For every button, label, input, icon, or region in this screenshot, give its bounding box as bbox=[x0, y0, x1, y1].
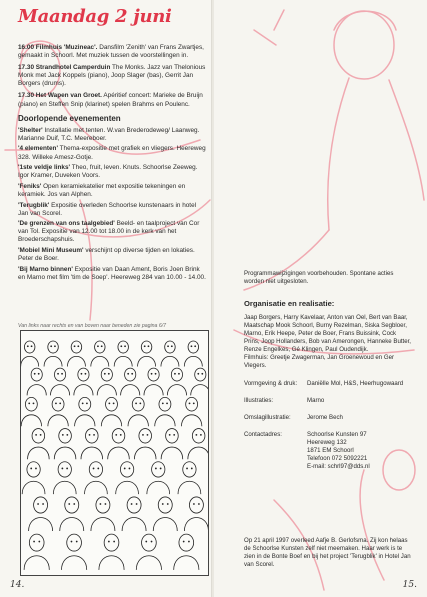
crowd-figure bbox=[50, 368, 69, 395]
event-desc: Theo, fruit, leven. Knuts. Schoorlse Zeeweg. Igor Kramer, Duveken Voors. bbox=[18, 164, 198, 180]
organisation-block bbox=[244, 300, 412, 471]
filmhuis-credit: Filmhuis: Greetje Zwagerman, Jan Groenewoud en Ger Vlegers. bbox=[244, 354, 395, 369]
credit-value: Marno bbox=[307, 397, 325, 404]
crowd-figure bbox=[136, 534, 161, 570]
illustration-caption: Van links naar rechts en van boven naar beneden zie pagina 6/7 bbox=[18, 323, 167, 329]
event-name: 'Shelter' bbox=[18, 126, 43, 134]
event-item bbox=[18, 220, 208, 244]
credit-key: Contactadres: bbox=[244, 431, 282, 438]
crowd-illustration bbox=[20, 330, 209, 576]
crowd-figure bbox=[91, 497, 115, 531]
credit-key: Omslagillustratie: bbox=[244, 414, 291, 421]
credit-key: Vormgeving & druk: bbox=[244, 380, 298, 387]
crowd-figure bbox=[85, 462, 108, 494]
program-place: Het Wapen van Groet. bbox=[35, 92, 102, 100]
credit-value: Jerome Bech bbox=[307, 414, 343, 421]
credit-row bbox=[244, 414, 412, 422]
notice bbox=[244, 270, 412, 286]
crowd-figure bbox=[167, 368, 186, 395]
crowd-figure bbox=[128, 397, 148, 426]
crowd-figure bbox=[101, 397, 121, 426]
crowd-figure bbox=[60, 497, 84, 531]
crowd-figure bbox=[99, 534, 124, 570]
crowd-figure bbox=[155, 397, 175, 426]
crowd-figure bbox=[138, 341, 156, 367]
crowd-figure bbox=[62, 534, 87, 570]
event-item bbox=[18, 164, 208, 180]
crowd-figure bbox=[97, 368, 116, 395]
crowd-figure bbox=[188, 429, 208, 460]
crowd-figure bbox=[153, 497, 177, 531]
crowd-figure bbox=[174, 534, 199, 570]
event-desc: Expositie overleden Schoorlse kunstenaars in hotel Jan van Scorel. bbox=[18, 201, 197, 217]
credit-key: Illustraties: bbox=[244, 397, 274, 404]
event-name: '1ste veldje links' bbox=[18, 164, 71, 172]
crowd-drawing bbox=[21, 331, 208, 575]
crowd-figure bbox=[178, 462, 201, 494]
event-desc: Installatie met tenten. W.van Brederodeweg/ Laanweg. Marianne Duif, T.C. Meereboer. bbox=[18, 126, 200, 142]
crowd-figure bbox=[181, 397, 201, 426]
crowd-figure bbox=[44, 341, 62, 367]
program-desc: Apéritief concert: Marieke de Bruijn (piano) en Steffen Snip (klarinet) spelen Brahms en Poulenc. bbox=[18, 92, 203, 108]
event-desc: Beeld- en taalproject van Cor van Tol. Expositie van 12.00 tot 18.00 in de kerk van het Broederschapshuis. bbox=[18, 220, 200, 244]
crowd-figure bbox=[121, 368, 140, 395]
credits-list bbox=[244, 380, 412, 471]
organisation-heading: Organisatie en realisatie: bbox=[244, 299, 335, 308]
crowd-figure bbox=[29, 497, 53, 531]
crowd-figure bbox=[91, 341, 109, 367]
page-number-right: 15. bbox=[402, 580, 417, 590]
program-desc: Dansfilm 'Zenith' van Frans Zwartjes, gemaakt in Schoorl. Met muziek tussen de voorstellingen in. bbox=[18, 44, 204, 60]
credit-row bbox=[244, 431, 412, 471]
event-desc: Expositie van Daan Ament, Boris Joen Brink en Marno met film 'tim de Soep'. Heereweg 284 van 10.00 - 14.00. bbox=[18, 265, 206, 281]
event-item bbox=[18, 145, 208, 161]
event-item bbox=[18, 247, 208, 263]
crowd-figure bbox=[48, 397, 68, 426]
program-item bbox=[18, 64, 208, 88]
crowd-figure bbox=[147, 462, 170, 494]
contact-address: Schoorlse Kunsten 97 Heereweg 132 1871 EM Schoorl Telefoon 072 5092221 E-mail: schrl97@dds.nl bbox=[307, 431, 370, 470]
program-time: 17.30 bbox=[18, 92, 34, 100]
events-heading: Doorlopende evenementen bbox=[18, 113, 121, 123]
crowd-figure bbox=[161, 341, 179, 367]
event-name: 'Bij Marno binnen' bbox=[18, 265, 73, 273]
event-name: 'Terugblik' bbox=[18, 201, 50, 209]
event-name: 'Feniks' bbox=[18, 182, 42, 190]
organisation-names: Jaap Borgers, Harry Kavelaar, Anton van Oel, Bert van Baar, Maatschap Mook Schoorl, Burny Rezelman, Siska Segbloer, Marno, Erik Heepe, Peter de Boer, Frans Buissink, Cock Prins, Joop Hollanders, Bob van Amerongen, Hanneke Butter, Renze Engelkes, Gé Klingen, Paul Oudendijk. bbox=[244, 314, 412, 353]
program-item bbox=[18, 44, 208, 60]
crowd-figure bbox=[122, 497, 146, 531]
crowd-figure bbox=[114, 341, 132, 367]
program-column bbox=[18, 44, 208, 284]
crowd-figure bbox=[54, 429, 76, 460]
crowd-figure bbox=[161, 429, 183, 460]
program-place: Strandhotel Camperduin bbox=[35, 64, 111, 72]
crowd-figure bbox=[24, 534, 49, 570]
event-desc: Thema-expositie met grafiek en vliegers. Heereweg 328. Willeke Amesz-Gotje. bbox=[18, 145, 206, 161]
credit-row bbox=[244, 380, 412, 388]
program-item bbox=[18, 92, 208, 108]
credit-value: Daniëlle Mol, H&S, Heerhugowaard bbox=[307, 380, 404, 387]
crowd-figure bbox=[53, 462, 76, 494]
crowd-figure bbox=[184, 341, 202, 367]
program-desc: The Monks. Jazz van Thelonious Monk met Jack Koppels (piano), Joop Slager (bas), Gerrit Jan Borgers (drums). bbox=[18, 64, 206, 88]
crowd-figure bbox=[108, 429, 130, 460]
memorial-note bbox=[244, 537, 412, 569]
event-item bbox=[18, 202, 208, 218]
event-name: 'Mobiel Mini Museum' bbox=[18, 246, 84, 254]
program-time: 16.00 bbox=[18, 44, 34, 51]
crowd-figure bbox=[67, 341, 85, 367]
memorial-text: Op 21 april 1997 overleed Aafje B. Gerlofsma. Zij kon helaas de Schoorlse Kunsten zelf niet meemaken. Haar werk is te zien in de Bonte Boef en bij het project 'Terugblik' in Hotel Jan van Scorel. bbox=[244, 537, 411, 568]
event-name: 'De grenzen van ons taalgebied' bbox=[18, 220, 115, 228]
event-desc: verschijnt op diverse tijden en lokaties. Peter de Boer. bbox=[18, 246, 195, 263]
page-title: Maandag 2 juni bbox=[18, 6, 172, 27]
event-desc: Open keramiekatelier met expositie tekeningen en keramiek. Jos van Alphen. bbox=[18, 182, 186, 198]
crowd-figure bbox=[134, 429, 156, 460]
program-time: 17.30 bbox=[18, 64, 34, 72]
crowd-figure bbox=[191, 368, 208, 395]
event-item bbox=[18, 127, 208, 143]
crowd-figure bbox=[21, 341, 39, 367]
crowd-figure bbox=[21, 397, 41, 426]
event-item bbox=[18, 183, 208, 199]
left-page bbox=[0, 0, 212, 597]
crowd-figure bbox=[28, 429, 50, 460]
crowd-figure bbox=[27, 368, 46, 395]
credit-row bbox=[244, 397, 412, 405]
crowd-figure bbox=[74, 368, 93, 395]
crowd-figure bbox=[22, 462, 45, 494]
crowd-figure bbox=[81, 429, 103, 460]
page-number-left: 14. bbox=[10, 580, 25, 590]
crowd-figure bbox=[116, 462, 139, 494]
event-item bbox=[18, 266, 208, 282]
crowd-figure bbox=[144, 368, 163, 395]
crowd-figure bbox=[75, 397, 95, 426]
notice-text: Programmawijzigingen voorbehouden. Spontane acties worden niet uitgesloten. bbox=[244, 270, 394, 285]
event-name: '4 elementen' bbox=[18, 145, 58, 153]
crowd-figure bbox=[184, 497, 208, 531]
program-place: Filmhuis 'Muzineac'. bbox=[35, 44, 98, 51]
